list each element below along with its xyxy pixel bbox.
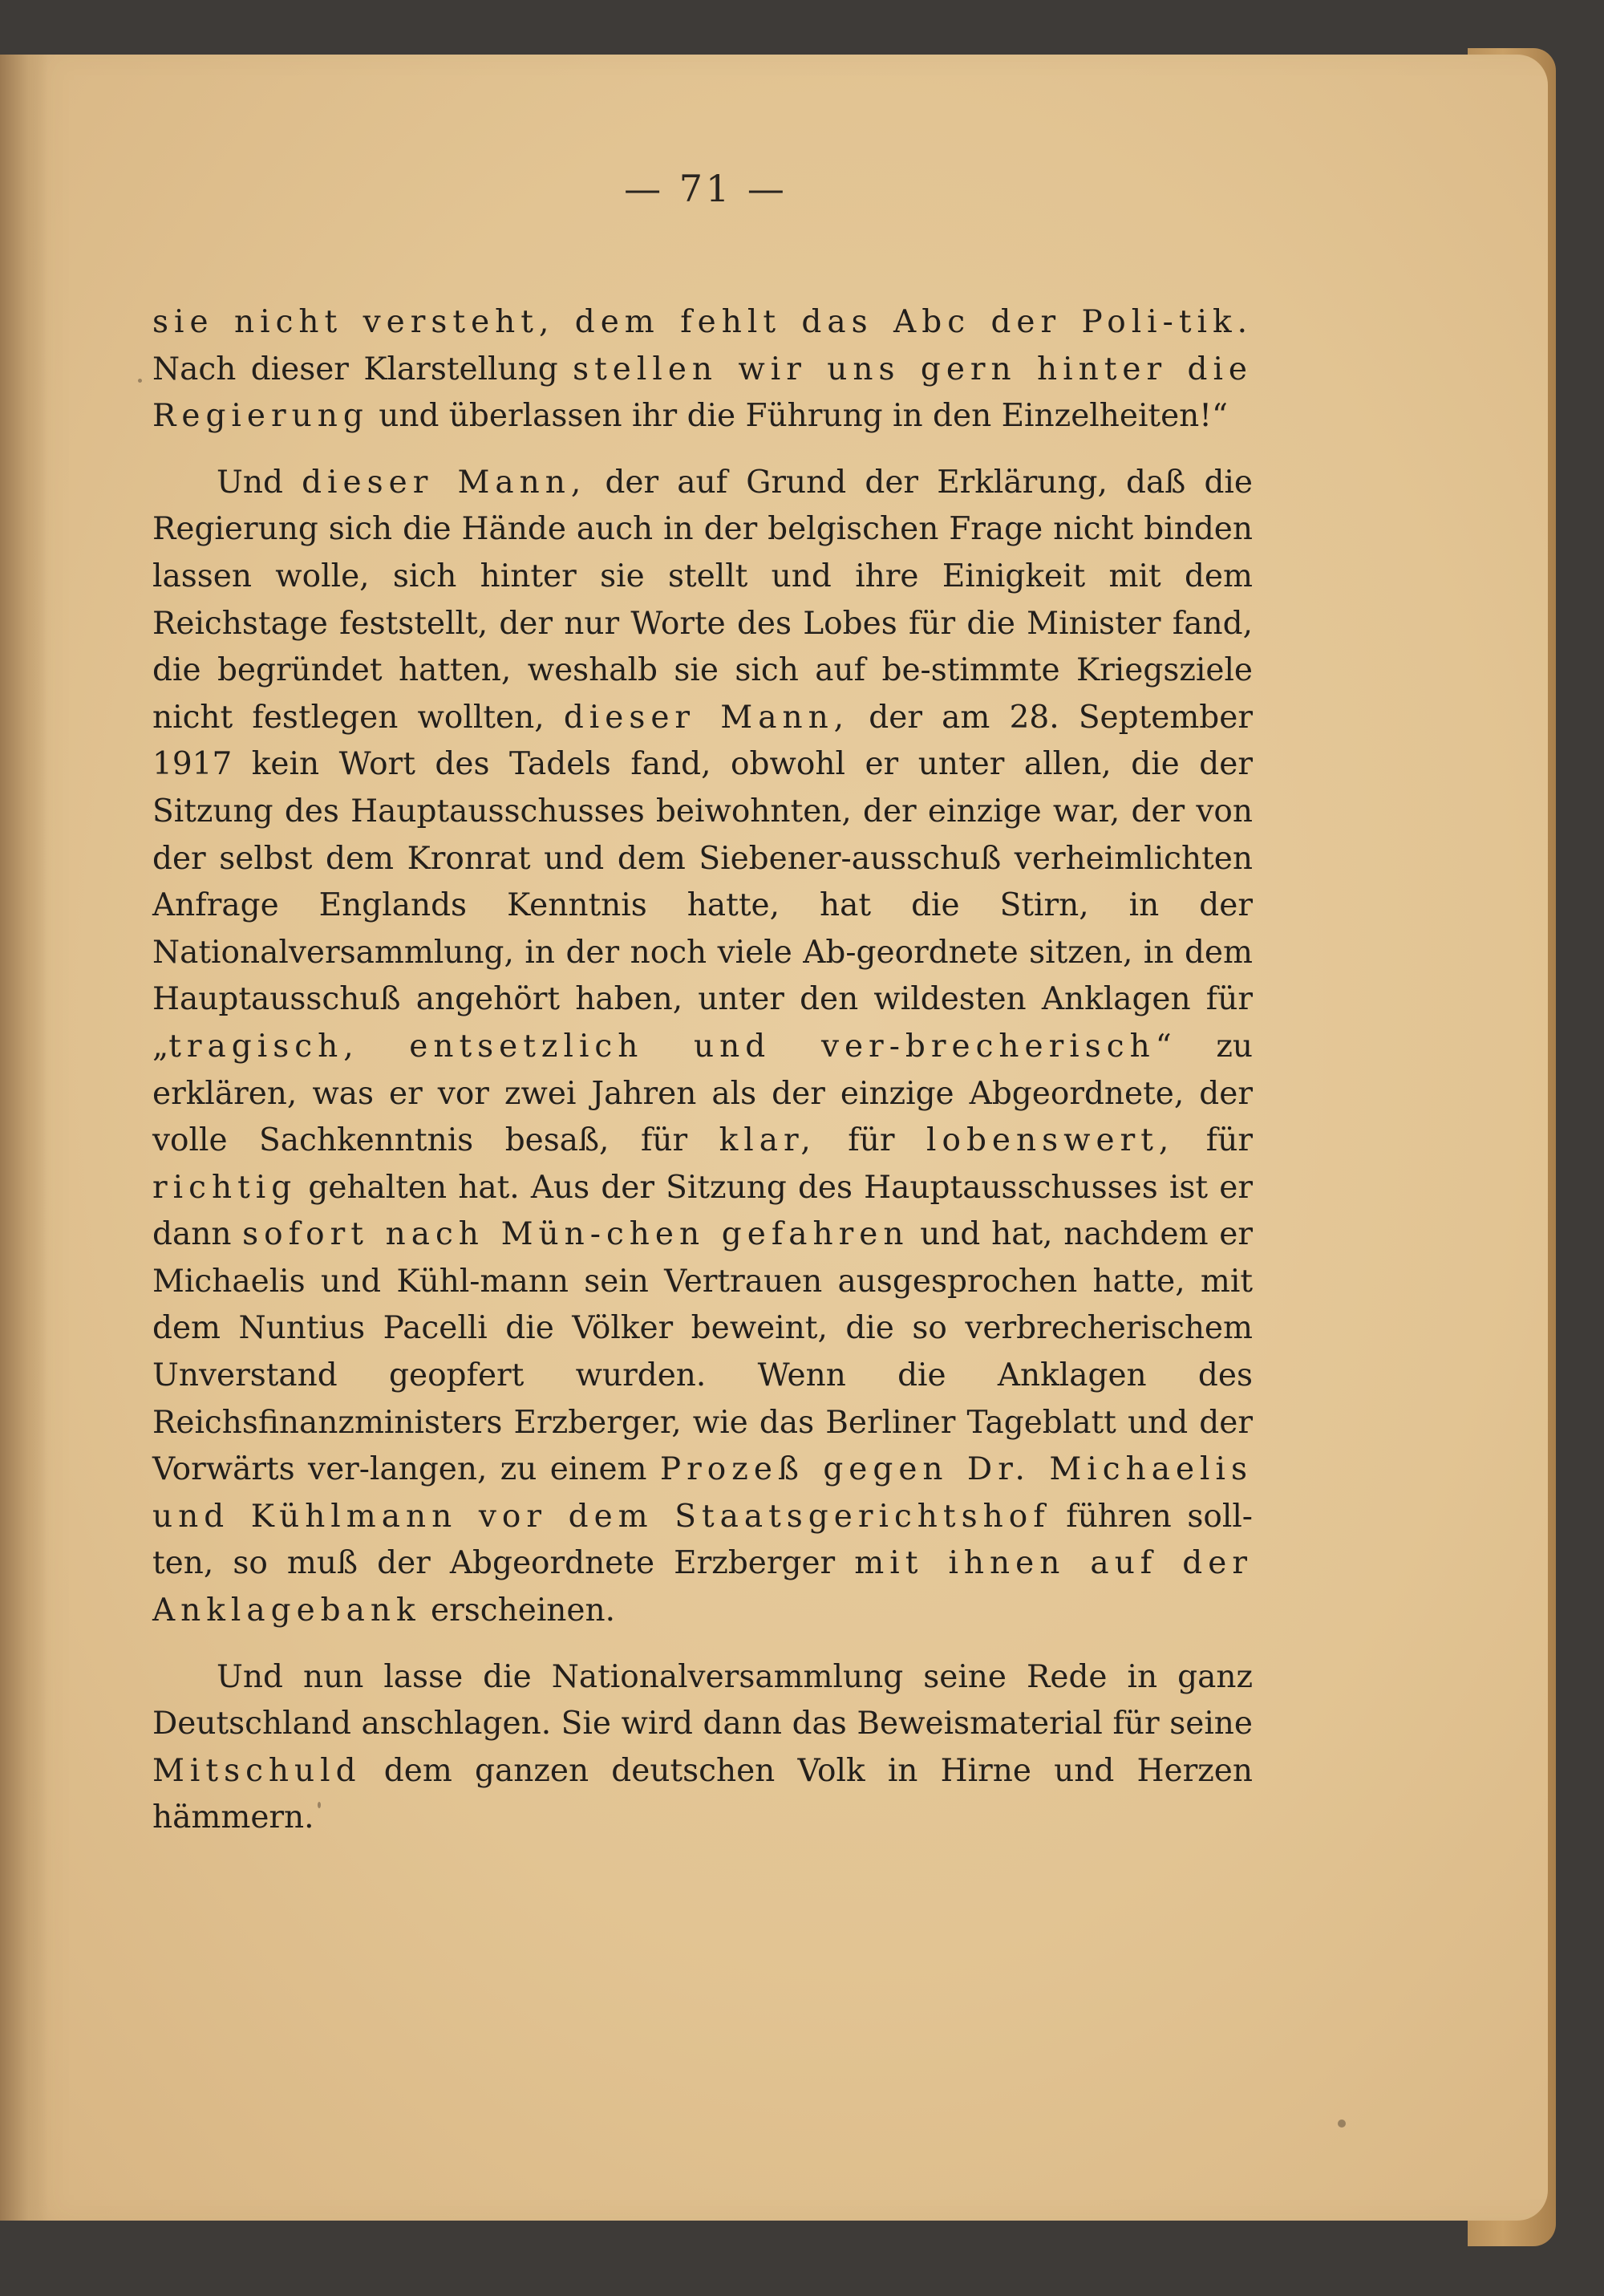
emphasized-text: tragisch, entsetzlich und ver-brecherisch [168, 1028, 1156, 1065]
emphasized-text: Prozeß gegen Dr. Michaelis und Kühlmann vor dem Staatsgerichtshof [152, 1451, 1253, 1535]
paper-speck [1338, 2120, 1346, 2128]
emphasized-text: klar, [719, 1122, 816, 1159]
emphasized-text: stellen wir uns gern hinter die Regierung [152, 351, 1254, 435]
emphasized-text: mit ihnen auf der Anklagebank [152, 1545, 1253, 1629]
text-run: und überlassen ihr die Führung in den Einzelheiten!“ [368, 398, 1228, 435]
page-number: — 71 — [624, 167, 788, 210]
emphasized-text: dieser Mann, [302, 464, 587, 501]
text-run: Nach dieser Klarstellung [152, 351, 573, 387]
text-run: der auf Grund der Erklärung, daß die Regierung sich die Hände auch in der belgischen Frage nicht binden lassen wolle, sich hinter sie stellt und ihre Einigkeit mit dem Reichstage feststellt, der nur Worte des Lobes für die Minister fand, die begründet hatten, weshalb sie sich auf be-stimmte Kriegsziele nicht festlegen wollten, [152, 464, 1253, 736]
book-page [0, 55, 1548, 2221]
emphasized-text: dieser Mann, [563, 699, 850, 736]
paragraph [152, 1654, 1253, 1842]
emphasized-text: lobenswert, [926, 1122, 1175, 1159]
text-run: “ zu erklären, was er vor zwei Jahren als der einzige Abgeordnete, der volle Sachkenntnis besaß, für [152, 1028, 1253, 1159]
text-run: Und nun lasse die Nationalversammlung seine Rede in ganz Deutschland anschlagen. Sie wird dann das Beweismaterial für seine [152, 1658, 1253, 1742]
emphasized-text: richtig [152, 1169, 298, 1206]
paragraph [152, 460, 1253, 1635]
paper-speck [318, 1802, 321, 1808]
paragraph [152, 299, 1253, 440]
emphasized-text: sie nicht versteht, dem fehlt das Abc der Poli-tik. [152, 304, 1253, 340]
emphasized-text: Mitschuld [152, 1752, 362, 1789]
text-run: erscheinen. [420, 1592, 616, 1629]
body-text [152, 299, 1253, 1842]
emphasized-text: sofort nach Mün-chen gefahren [242, 1216, 909, 1253]
text-run: für [1174, 1122, 1253, 1159]
text-run: gehalten hat. Aus der Sitzung des Hauptausschusses ist er dann [152, 1169, 1253, 1253]
text-run: dem ganzen deutschen Volk in Hirne und Herzen hämmern. [152, 1752, 1253, 1836]
text-run: führen soll-ten, so muß der Abgeordnete Erzberger [152, 1498, 1253, 1582]
text-run: der am 28. September 1917 kein Wort des Tadels fand, obwohl er unter allen, die der Sitzung des Hauptausschusses beiwohnten, der einzige war, der von der selbst dem Kronrat und dem Siebener-ausschuß verheimlichten Anfrage Englands Kenntnis hatte, hat die Stirn, in der Nationalversammlung, in der noch viele Ab-geordnete sitzen, in dem Hauptausschuß angehört haben, unter den wildesten Anklagen für „ [152, 699, 1253, 1065]
page-binding-shadow [0, 55, 48, 2221]
text-run: Und [217, 464, 302, 501]
text-run: und hat, nachdem er Michaelis und Kühl-mann sein Vertrauen ausgesprochen hatte, mit dem Nuntius Pacelli die Völker beweint, die so verbrecherischem Unverstand geopfert wurden. Wenn die Anklagen des Reichsfinanzministers Erzberger, wie das Berliner Tageblatt und der Vorwärts ver-langen, zu einem [152, 1216, 1253, 1488]
paper-speck [138, 379, 142, 383]
text-run: für [816, 1122, 926, 1159]
